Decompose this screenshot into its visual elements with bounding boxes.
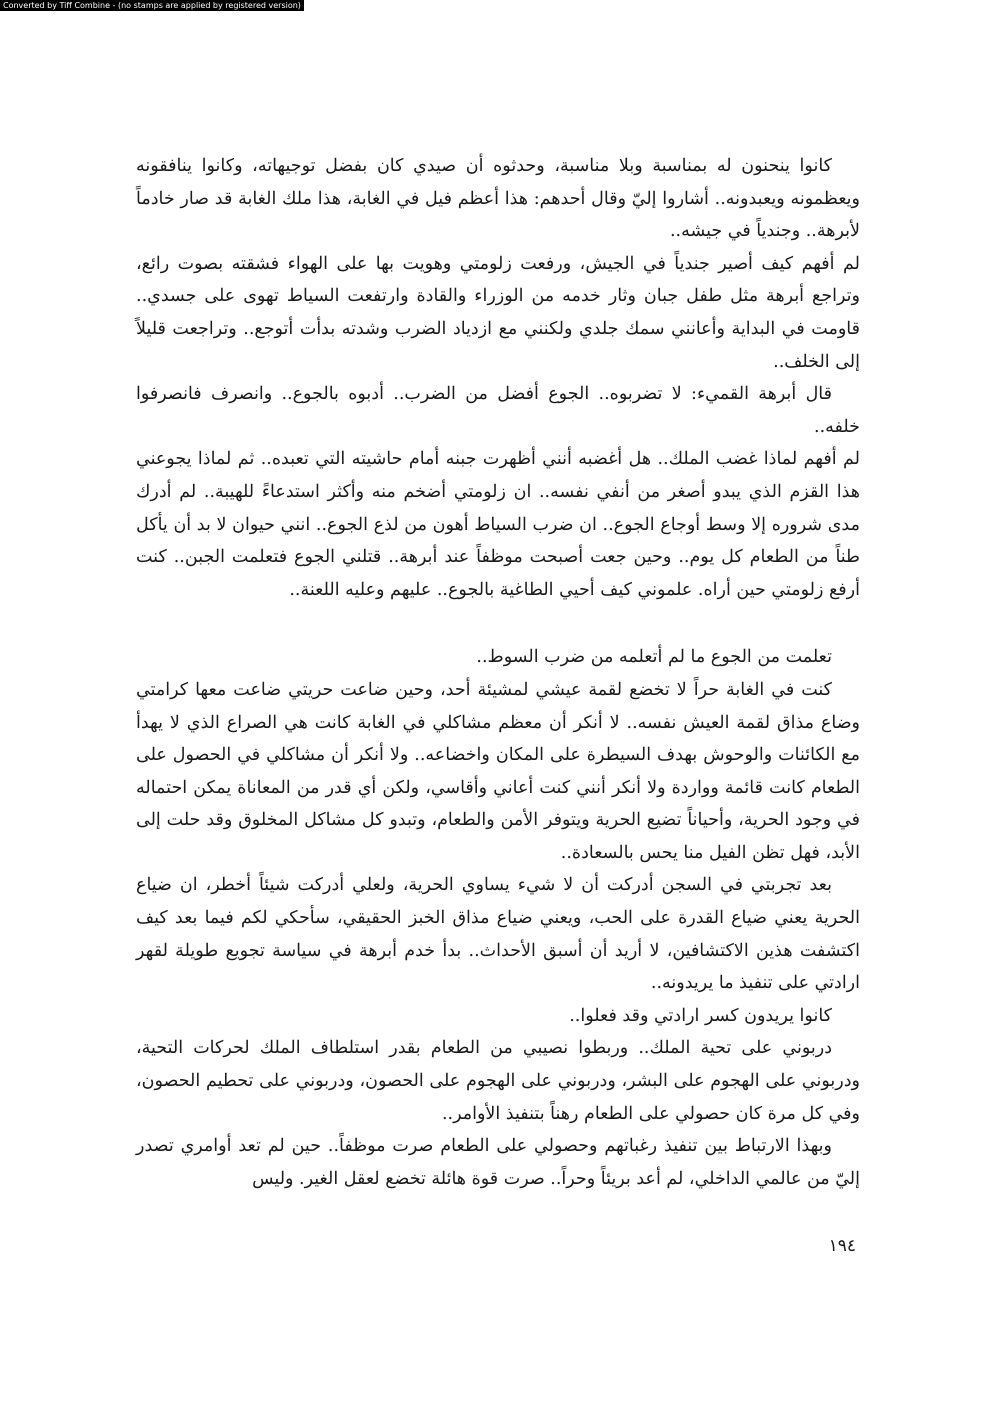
converter-banner: Converted by Tiff Combine - (no stamps are applied by registered version) — [0, 0, 304, 11]
page-text — [136, 150, 860, 1195]
paragraph: كانوا يريدون كسر ارادتي وقد فعلوا.. — [569, 1005, 832, 1026]
paragraph: دربوني على تحية الملك.. وربطوا نصيبي من الطعام بقدر استلطاف الملك لحركات التحية، ودربوني على الهجوم على البشر، ودربوني على الهجوم على الحصون، ودربوني على تحطيم الحصون، وفي كل مرة كان حصولي على الطعام رهناً بتنفيذ الأوامر.. — [136, 1038, 860, 1124]
page-number: ١٩٤ — [828, 1236, 856, 1256]
paragraph: كانوا ينحنون له بمناسبة وبلا مناسبة، وحدثوه أن صيدي كان بفضل توجيهاته، وكانوا ينافقونه ويعظمونه ويعبدونه.. أشاروا إليّ وقال أحدهم: هذا أعظم فيل في الغابة، هذا ملك الغابة قد صار خادماً لأبرهة.. وجندياً في جيشه.. — [136, 156, 860, 242]
paragraph: كنت في الغابة حراً لا تخضع لقمة عيشي لمشيئة أحد، وحين ضاعت حريتي ضاعت معها كرامتي وضاع مذاق لقمة العيش نفسه.. لا أنكر أن معظم مشاكلي في الغابة كانت هي الصراع الذي لا يهدأ مع الكائنات والوحوش بهدف السيطرة على المكان واخضاعه.. ولا أنكر أن مشاكلي في الحصول على الطعام كانت قائمة وواردة ولا أنكر أنني كنت أعاني وأقاسي، ولكن أي قدر من المعاناة يمكن احتماله في وجود الحرية، وأحياناً تضيع الحرية ويتوفر الأمن والطعام، وتبدو كل مشاكل المخلوق وقد حلت إلى الأبد، فهل تظن الفيل منا يحس بالسعادة.. — [136, 679, 860, 863]
paragraph: وبهذا الارتباط بين تنفيذ رغباتهم وحصولي على الطعام صرت موظفاً.. حين لم تعد أوامري تصدر إليّ من عالمي الداخلي، لم أعد بريئاً وحراً.. صرت قوة هائلة تخضع لعقل الغير. وليس — [136, 1136, 860, 1189]
paragraph: بعد تجربتي في السجن أدركت أن لا شيء يساوي الحرية، ولعلي أدركت شيئاً أخطر، ان ضياع الحرية يعني ضياع القدرة على الحب، ويعني ضياع مذاق الخبز الحقيقي، سأحكي لكم فيما بعد كيف اكتشفت هذين الاكتشافين، لا أريد أن أسبق الأحداث.. بدأ خدم أبرهة في سياسة تجويع طويلة لقهر ارادتي على تنفيذ ما يريدونه.. — [136, 875, 860, 994]
paragraph: لم أفهم لماذا غضب الملك.. هل أغضبه أنني أظهرت جبنه أمام حاشيته التي تعبده.. ثم لماذا يجوعني هذا القزم الذي يبدو أصغر من أنفي نفسه.. ان زلومتي أضخم منه وأكثر استدعاءً للهيبة.. لم أدرك مدى شروره إلا وسط أوجاع الجوع.. ان ضرب السياط أهون من لذع الجوع.. انني حيوان لا بد أن يأكل طناً من الطعام كل يوم.. وحين جعت أصبحت موظفاً عند أبرهة.. قتلني الجوع فتعلمت الجبن.. كنت أرفع زلومتي حين أراه. علموني كيف أحيي الطاغية بالجوع.. عليهم وعليه اللعنة.. — [136, 449, 860, 600]
paragraph: لم أفهم كيف أصير جندياً في الجيش، ورفعت زلومتي وهويت بها على الهواء فشقته بصوت رائع، وتراجع أبرهة مثل طفل جبان وثار خدمه من الوزراء والقادة وارتفعت السياط تهوى على جسدي.. قاومت في البداية وأعانني سمك جلدي ولكنني مع ازدياد الضرب وشدته بدأت أتوجع.. وتراجعت قليلاً إلى الخلف.. — [136, 253, 860, 372]
paragraph: قال أبرهة القميء: لا تضربوه.. الجوع أفضل من الضرب.. أدبوه بالجوع.. وانصرف فانصرفوا خلفه.. — [136, 384, 860, 437]
paragraph: تعلمت من الجوع ما لم أتعلمه من ضرب السوط.. — [476, 647, 832, 668]
